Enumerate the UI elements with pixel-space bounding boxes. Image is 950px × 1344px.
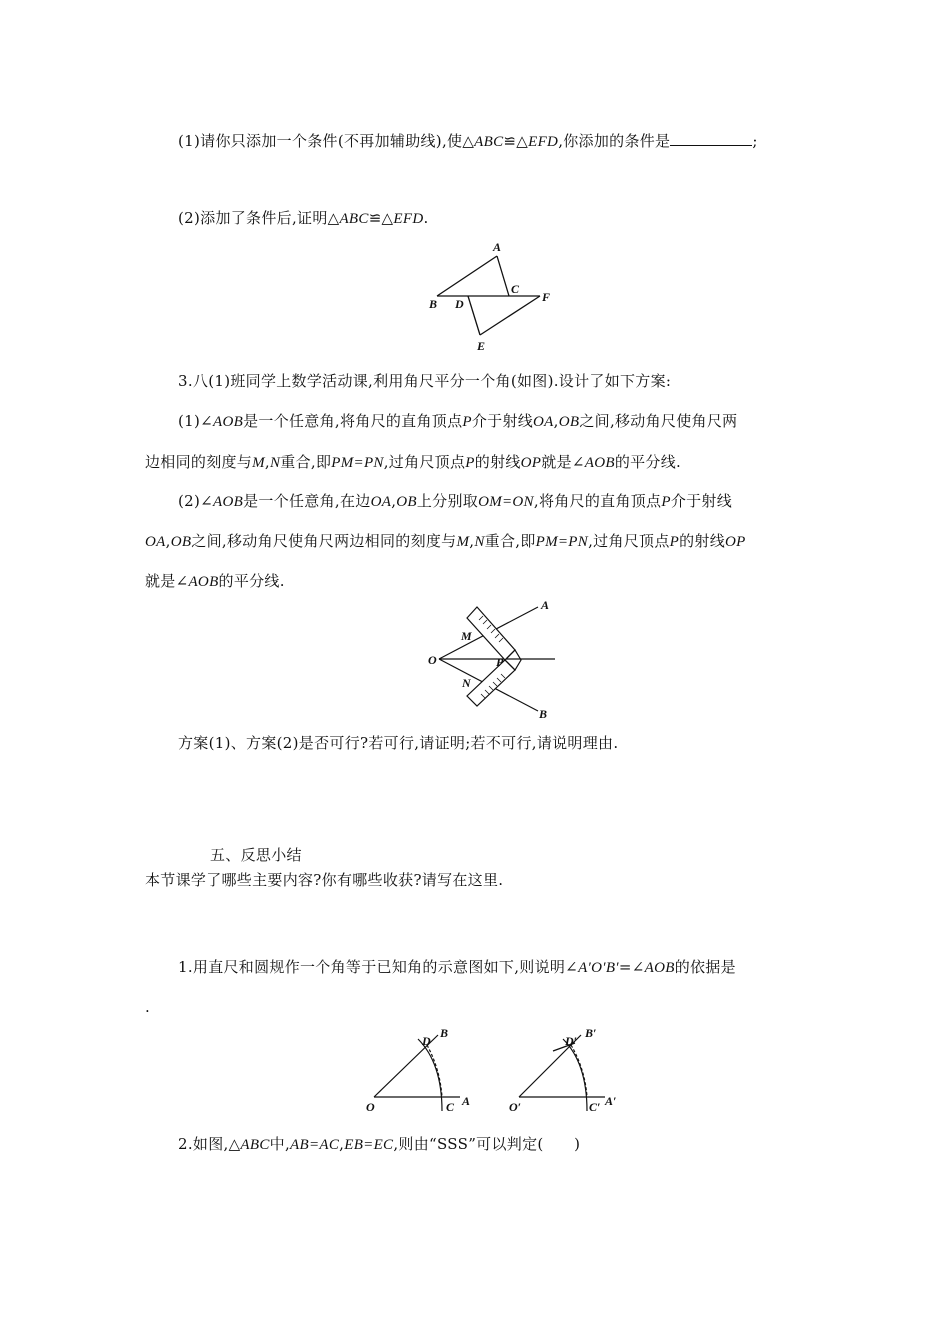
ex2-text: 2.如图,△ABC中,AB=AC,EB=EC,则由“SSS”可以判定( ) bbox=[178, 1135, 581, 1153]
q2-part1: (1)请你只添加一个条件(不再加辅助线),使△ABC≌△EFD,你添加的条件是 ; bbox=[178, 132, 758, 150]
ex1-left-angle-figure bbox=[362, 1025, 477, 1115]
label-D: D bbox=[455, 297, 464, 311]
label-O: O bbox=[428, 653, 437, 667]
label-A: A bbox=[541, 598, 550, 612]
ex1-text: 1.用直尺和圆规作一个角等于已知角的示意图如下,则说明∠A′O′B′=∠AOB的依据是 bbox=[178, 958, 736, 976]
label-B: B bbox=[440, 1026, 449, 1040]
label-O-prime: O′ bbox=[509, 1100, 522, 1114]
section5-prompt: 本节课学了哪些主要内容?你有哪些收获?请写在这里. bbox=[145, 871, 504, 889]
label-D: D bbox=[422, 1034, 431, 1048]
label-A: A bbox=[493, 240, 502, 254]
label-C: C bbox=[511, 282, 520, 296]
q3-scheme2-line2: OA,OB之间,移动角尺使角尺两边相同的刻度与M,N重合,即PM=PN,过角尺顶点P的射线OP bbox=[145, 532, 746, 550]
q3-intro: 3.八(1)班同学上数学活动课,利用角尺平分一个角(如图).设计了如下方案: bbox=[178, 372, 672, 390]
label-A: A bbox=[462, 1094, 471, 1108]
ex1-right-angle-figure bbox=[505, 1025, 630, 1115]
label-E: E bbox=[477, 339, 486, 353]
q3-scheme1-line1: (1)∠AOB是一个任意角,将角尺的直角顶点P介于射线OA,OB之间,移动角尺使角尺两 bbox=[178, 412, 738, 430]
label-B: B bbox=[429, 297, 438, 311]
label-A-prime: A′ bbox=[605, 1094, 617, 1108]
q3-scheme2-line3: 就是∠AOB的平分线. bbox=[145, 572, 285, 590]
label-O: O bbox=[366, 1100, 375, 1114]
label-C: C bbox=[446, 1100, 455, 1114]
label-F: F bbox=[542, 290, 551, 304]
answer-blank[interactable] bbox=[670, 131, 752, 146]
label-B: B bbox=[539, 707, 548, 721]
q3-scheme1-line2: 边相同的刻度与M,N重合,即PM=PN,过角尺顶点P的射线OP就是∠AOB的平分线. bbox=[145, 453, 682, 471]
label-N: N bbox=[462, 676, 471, 690]
q3-angle-square-figure bbox=[425, 598, 575, 723]
q2-part2: (2)添加了条件后,证明△ABC≌△EFD. bbox=[178, 209, 429, 227]
ex1-dot: . bbox=[145, 998, 151, 1016]
section5-heading: 五、反思小结 bbox=[210, 846, 302, 864]
label-C-prime: C′ bbox=[589, 1100, 601, 1114]
label-D-prime: D′ bbox=[565, 1034, 578, 1048]
q3-question: 方案(1)、方案(2)是否可行?若可行,请证明;若不可行,请说明理由. bbox=[178, 734, 619, 752]
q3-scheme2-line1: (2)∠AOB是一个任意角,在边OA,OB上分别取OM=ON,将角尺的直角顶点P介于射线 bbox=[178, 492, 733, 510]
label-B-prime: B′ bbox=[585, 1026, 597, 1040]
q2-triangle-figure bbox=[425, 238, 565, 358]
label-M: M bbox=[461, 629, 472, 643]
label-P: P bbox=[496, 655, 504, 669]
